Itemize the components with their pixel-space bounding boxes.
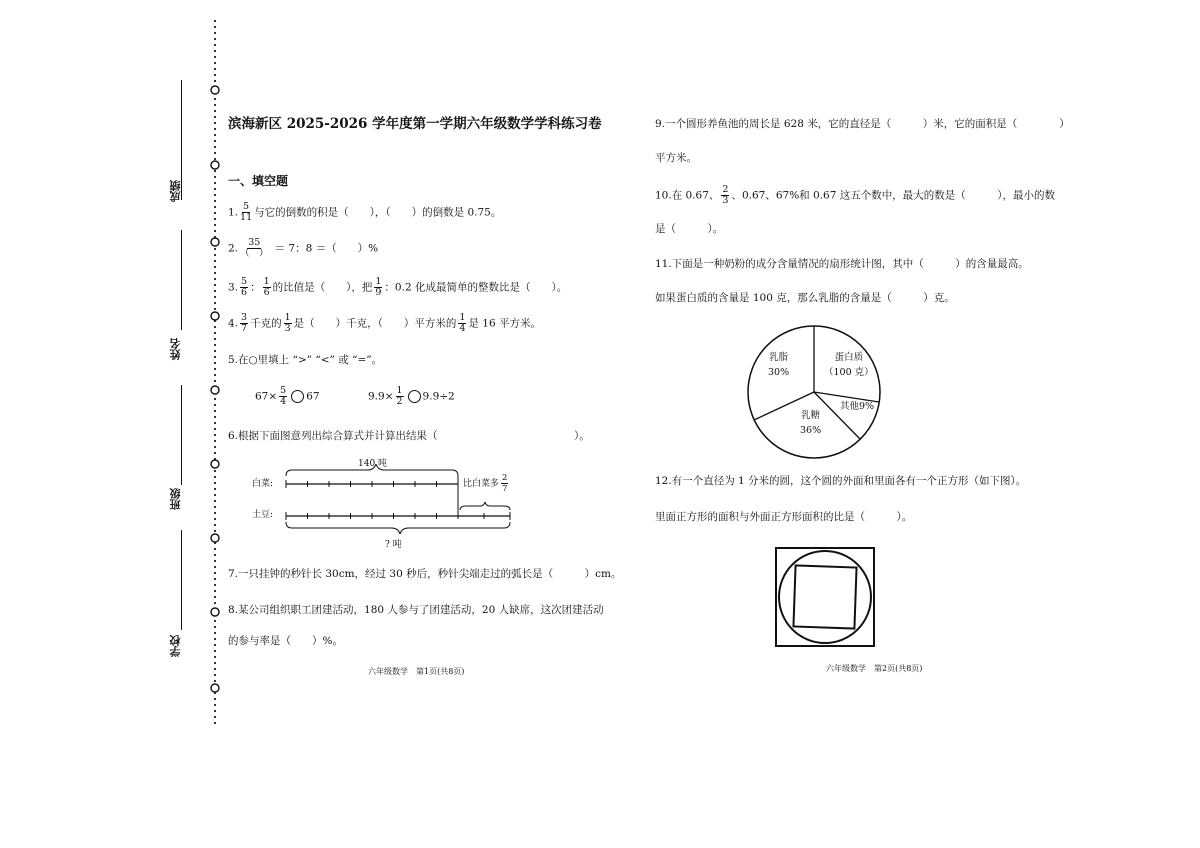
- q6-top-label: 140 吨: [358, 459, 388, 469]
- binding-margin: [200, 20, 230, 730]
- exam-title: 滨海新区 2025-2026 学年度第一学期六年级数学学科练习卷: [228, 116, 602, 132]
- page-2-footer: 六年级数学 第2页(共8页): [826, 664, 923, 673]
- name-label: 姓名: [169, 338, 182, 360]
- question-9: 9.一个圆形养鱼池的周长是 628 米，它的直径是（ ）米，它的面积是（ ）: [655, 118, 1070, 130]
- pie-label-protein: 蛋白质 （100 克）: [824, 352, 874, 378]
- question-5-left: 67× $\frac{5}{4}$ 67: [255, 385, 320, 407]
- question-10: 10.在 0.67、 $\frac{2}{3}$ 、0.6̇7̇、67%和 0.67̇ 这五个数中，最大的数是（ ），最小的数: [655, 184, 1055, 206]
- compare-circle[interactable]: [408, 390, 421, 403]
- question-3: 3. $\frac{5}{6}$ ： $\frac{1}{6}$ 的比值是（ ），把 $\frac{1}{9}$ ：0.2 化成最简单的整数比是（ ）。: [228, 276, 568, 298]
- binding-dots: [200, 20, 230, 730]
- question-6: 6.根据下面图意列出综合算式并计算出结果（ ）。: [228, 430, 590, 442]
- section-heading: 一、填空题: [228, 174, 289, 188]
- question-11-cont: 如果蛋白质的含量是 100 克，那么乳脂的含量是（ ）克。: [655, 292, 955, 304]
- compare-circle[interactable]: [291, 390, 304, 403]
- question-7: 7.一只挂钟的秒针长 30cm，经过 30 秒后，秒针尖端走过的弧长是（ ）cm。: [228, 568, 622, 580]
- question-4: 4. $\frac{3}{7}$ 千克的 $\frac{1}{3}$ 是（ ）千克，（ ）平方米的 $\frac{1}{4}$ 是 16 平方米。: [228, 312, 541, 334]
- q6-row-cabbage: 白菜:: [252, 479, 274, 489]
- q6-bottom-label: ? 吨: [385, 540, 402, 550]
- question-9-cont: 平方米。: [655, 152, 697, 164]
- pie-chart: [745, 324, 885, 464]
- q6-side-label: 比白菜多 $\frac{2}{7}$: [463, 473, 508, 494]
- question-12-cont: 里面正方形的面积与外面正方形面积的比是（ ）。: [655, 511, 913, 523]
- q6-row-potato: 土豆:: [252, 510, 274, 520]
- page-1-footer: 六年级数学 第1页(共8页): [368, 667, 465, 676]
- school-label: 学校: [169, 635, 182, 657]
- question-5: 5.在○里填上 “>” “<” 或 “=”。: [228, 354, 383, 366]
- score-label: 成绩: [169, 180, 182, 202]
- line-segment-diagram: [280, 464, 520, 534]
- pie-label-lactose: 乳糖 36%: [800, 410, 822, 436]
- question-11: 11.下面是一种奶粉的成分含量情况的扇形统计图，其中（ ）的含量最高。: [655, 258, 1029, 270]
- question-12: 12.有一个直径为 1 分米的圆，这个圆的外面和里面各有一个正方形（如下图）。: [655, 475, 1027, 487]
- question-10-cont: 是（ ）。: [655, 223, 724, 235]
- pie-label-other: 其他9%: [840, 401, 875, 412]
- question-8-cont: 的参与率是（ ）%。: [228, 635, 343, 647]
- question-8: 8.某公司组织职工团建活动，180 人参与了团建活动，20 人缺席，这次团建活动: [228, 604, 604, 616]
- question-5-right: 9.9× $\frac{1}{2}$ 9.9÷2: [368, 385, 455, 407]
- question-2: 2. $\frac{35}{( )}$ ＝ 7：8 ＝（ ）%: [228, 237, 379, 259]
- class-label: 班级: [169, 488, 182, 510]
- question-1: 1. $\frac{5}{11}$ 与它的倒数的积是（ ），（ ）的倒数是 0.75。: [228, 201, 502, 223]
- margin-fields: [165, 80, 195, 680]
- square-circle-figure: [774, 546, 878, 650]
- pie-label-fat: 乳脂 30%: [768, 352, 790, 378]
